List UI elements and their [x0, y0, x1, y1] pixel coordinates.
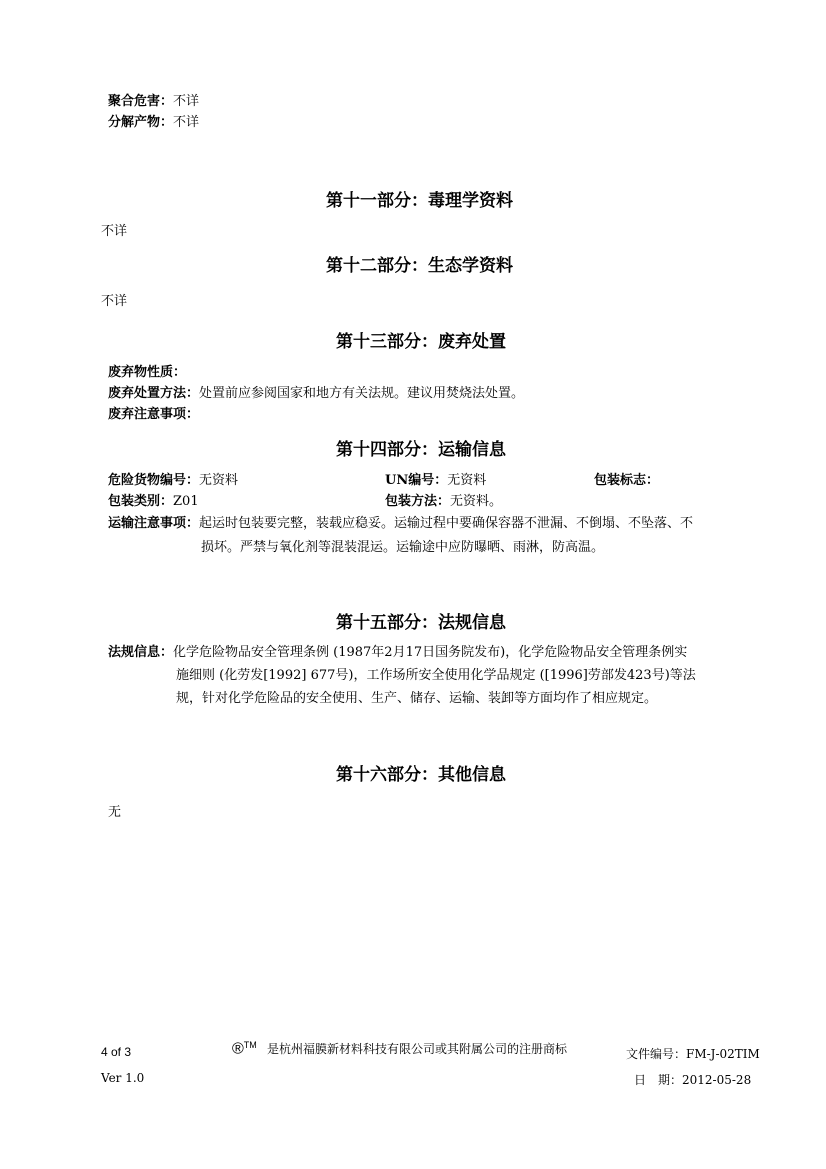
dg-number-label: 危险货物编号：	[108, 473, 200, 488]
transport-notes-line-1: 起运时包装要完整，装载应稳妥。运输过程中要确保容器不泄漏、不倒塌、不坠落、不	[199, 516, 694, 531]
tm-mark: TM	[243, 1040, 257, 1050]
registered-mark: ®	[232, 1040, 244, 1058]
trademark-line	[232, 1040, 567, 1058]
transport-notes-row	[108, 512, 693, 531]
polymerization-hazard-row	[108, 90, 199, 109]
date-value: 2012-05-28	[682, 1073, 752, 1087]
package-category-value: Z01	[173, 494, 199, 509]
section-12-title: 第十二部分：生态学资料	[326, 256, 513, 276]
regulation-line-2: 施细则 (化劳发[1992] 677号)，工作场所安全使用化学品规定 ([1996]劳部发423号)等法	[176, 668, 696, 683]
un-number-row	[385, 469, 486, 488]
transport-notes-line-2: 损坏。严禁与氧化剂等混装混运。运输途中应防曝晒、雨淋，防高温。	[201, 540, 605, 555]
polymerization-hazard-value: 不详	[173, 94, 200, 109]
decomposition-products-value: 不详	[173, 115, 200, 130]
section-11-title: 第十一部分：毒理学资料	[326, 191, 513, 211]
waste-nature-label: 废弃物性质：	[108, 365, 187, 380]
regulation-row	[108, 641, 687, 660]
trademark-text: 是杭州福膜新材料科技有限公司或其附属公司的注册商标	[266, 1042, 567, 1057]
package-method-row	[385, 490, 502, 509]
waste-method-row	[108, 382, 524, 401]
date-label: 日 期：	[634, 1073, 683, 1087]
section-16-text: 无	[108, 805, 122, 820]
decomposition-products-row	[108, 111, 199, 130]
package-mark-label: 包装标志：	[594, 473, 660, 488]
date-row	[634, 1071, 751, 1088]
regulation-label: 法规信息：	[108, 645, 174, 660]
un-number-value: 无资料	[447, 473, 487, 488]
section-11-text: 不详	[101, 224, 128, 239]
dg-number-row	[108, 469, 238, 488]
section-13-title: 第十三部分：废弃处置	[336, 332, 506, 352]
dg-number-value: 无资料	[199, 473, 239, 488]
package-method-value: 无资料。	[450, 494, 503, 509]
un-number-label: UN编号：	[385, 473, 448, 488]
package-category-row	[108, 490, 199, 509]
regulation-line-3: 规，针对化学危险品的安全使用、生产、储存、运输、装卸等方面均作了相应规定。	[176, 691, 658, 706]
waste-method-label: 废弃处置方法：	[108, 386, 200, 401]
section-16-title: 第十六部分：其他信息	[336, 765, 506, 785]
package-method-label: 包装方法：	[385, 494, 451, 509]
package-category-label: 包装类别：	[108, 494, 174, 509]
page-number: 4 of 3	[101, 1045, 132, 1059]
version: Ver 1.0	[101, 1071, 145, 1085]
transport-notes-label: 运输注意事项：	[108, 516, 200, 531]
waste-notes-label: 废弃注意事项：	[108, 407, 200, 422]
section-14-title: 第十四部分：运输信息	[336, 440, 506, 460]
regulation-line-1: 化学危险物品安全管理条例 (1987年2月17日国务院发布)，化学危险物品安全管理条例实	[173, 645, 688, 660]
waste-method-value: 处置前应参阅国家和地方有关法规。建议用焚烧法处置。	[199, 386, 525, 401]
document-number: 文件编号：FM-J-02TIM	[626, 1047, 760, 1061]
decomposition-products-label: 分解产物：	[108, 115, 174, 130]
section-12-text: 不详	[101, 294, 128, 309]
polymerization-hazard-label: 聚合危害：	[108, 94, 174, 109]
section-15-title: 第十五部分：法规信息	[336, 613, 506, 633]
